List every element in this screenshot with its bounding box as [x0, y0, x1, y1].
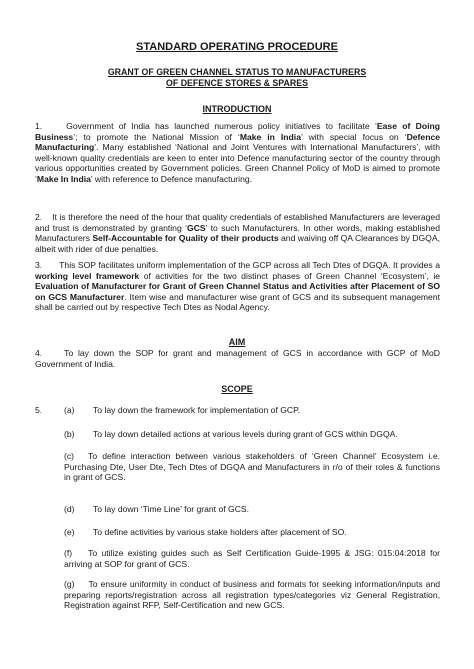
- scope-item-f: [64, 548, 440, 569]
- paragraph-1: 1. Government of India has launched numerous policy initiatives to facilitate ‘Ease of Doing Business’; to promote the National Mission of ‘Make in India’ with special focus on ‘Defence Manufacturing’. Many established ‘National and Joint Ventures with International Manufacturers’, with well-known quality credentials are keen to enter into Defence manufacturing sector of the country through various opportunities created by Government policies. Green Channel Policy of MoD is aimed to promote ‘Make In India’ with reference to Defence manufacturing.: [35, 121, 440, 184]
- scope-item-label: (a): [64, 405, 75, 415]
- scope-item-text: To lay down detailed actions at various levels during grant of GCS within DGQA.: [93, 429, 398, 439]
- scope-item-label: (c): [64, 451, 75, 461]
- paragraph-3: 3. This SOP facilitates uniform implementation of the GCP across all Tech Dtes of DGQA. It provides a working level framework of activities for the two distinct phases of Green Channel ‘Ecosystem’, ie Evaluation of Manufacturer for Grant of Green Channel Status and Activities after Placement of SO on GCS Manufacturer. Item wise and manufacturer wise grant of GCS and its subsequent management shall be carried out by respective Tech Dtes as Nodal Agency.: [35, 260, 441, 313]
- scope-item-text: To lay down ‘Time Line’ for grant of GCS.: [93, 504, 250, 514]
- subtitle-line-1: GRANT OF GREEN CHANNEL STATUS TO MANUFACTURERS: [107, 67, 367, 77]
- scope-item-g: [64, 579, 440, 611]
- scope-item-label: (d): [64, 504, 75, 514]
- scope-item-label: (g): [64, 579, 75, 589]
- scope-number: 5.: [35, 405, 43, 415]
- scope-item-label: (b): [64, 429, 75, 439]
- scope-item-c: [64, 451, 440, 483]
- paragraph-2: 2. It is therefore the need of the hour that quality credentials of established Manufacturers are leveraged and trust is demonstrated by granting ‘GCS’ to such Manufacturers. In other words, making established Manufacturers Self-Accountable for Quality of their products and waiving off QA Clearances by DGQA, albeit with rider of due penalties.: [35, 212, 440, 254]
- document-title: STANDARD OPERATING PROCEDURE: [136, 41, 338, 53]
- paragraph-3-number: 3.: [35, 260, 43, 270]
- scope-item-text: To utilize existing guides such as Self Certification Guide-1995 & JSG: 015:04:2018 for arriving at SOP for grant of GCS.: [64, 548, 440, 569]
- paragraph-2-number: 2.: [35, 212, 43, 222]
- aim-heading: AIM: [228, 337, 246, 347]
- paragraph-1-number: 1.: [35, 121, 43, 131]
- scope-item-label: (e): [64, 527, 75, 537]
- document-subtitle: [0, 67, 474, 89]
- paragraph-4-number: 4.: [35, 348, 43, 358]
- scope-item-label: (f): [64, 548, 73, 558]
- scope-item-text: To define interaction between various stakeholders of ‘Green Channel’ Ecosystem i.e. Purchasing Dte, User Dte, Tech Dtes of DGQA and Manufacturers in r/o of their roles & functions in grant of GCS.: [64, 451, 440, 483]
- introduction-heading: INTRODUCTION: [202, 104, 272, 114]
- scope-heading: SCOPE: [221, 384, 253, 394]
- scope-item-text: To define activities by various stake holders after placement of SO.: [93, 527, 347, 537]
- scope-item-text: To lay down the framework for implementation of GCP.: [93, 405, 301, 415]
- subtitle-line-2: OF DEFENCE STORES & SPARES: [166, 78, 308, 88]
- paragraph-4: 4. To lay down the SOP for grant and management of GCS in accordance with GCP of MoD Government of India.: [35, 348, 440, 369]
- scope-item-text: To ensure uniformity in conduct of business and formats for seeking information/inputs and preparing reports/registration across all registration types/categories viz General Registration, Registration against RFP, Self-Certification and new GCS.: [64, 579, 440, 611]
